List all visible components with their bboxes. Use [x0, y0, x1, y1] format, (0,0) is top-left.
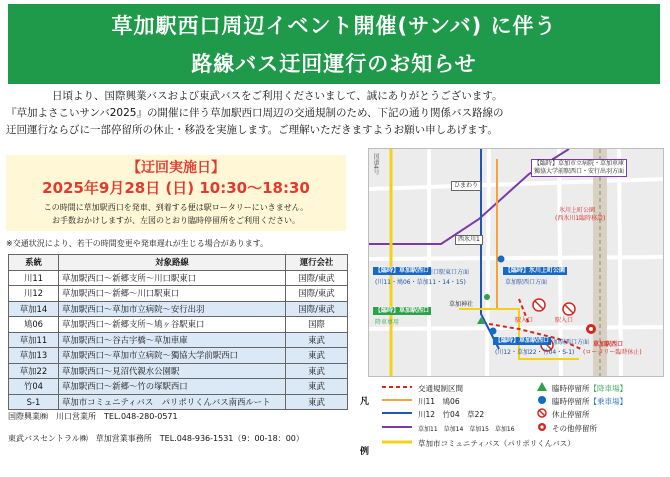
table-row: [9, 286, 348, 302]
route-name: 草加駅西口～新郷～竹の塚駅西口: [59, 379, 286, 395]
schedule-note-1: この時間に草加駅西口を発車、到着する便は駅ロータリーにいきません。: [43, 203, 309, 212]
route-name: 草加駅西口～見沼代親水公園駅: [59, 363, 286, 379]
map-label-kawaguchi-routes: (川11・鳩06・草加11・14・15): [375, 279, 466, 286]
legend-routes-row-3: 草加11 草加14 草加15 草加16: [418, 426, 515, 433]
map-label-nishiguchi-direction: 草加駅西口方面: [547, 339, 590, 346]
legend-temp-alight-prefix: 臨時停留所: [552, 384, 590, 393]
map-label-station-suspended: (ロータリー臨時休止): [583, 349, 642, 356]
map-label-station: 草加駅西口: [593, 341, 624, 348]
route-code: 川12: [9, 286, 59, 302]
route-operator: 東武: [286, 394, 348, 410]
title-line-1: 草加駅西口周辺イベント開催(サンバ) に伴う: [111, 14, 557, 38]
map-label-road: 国道4号: [372, 153, 379, 175]
map-label-hikawa-direction: 草加駅西口方面: [505, 279, 548, 286]
route-name: 草加駅西口～草加市立病院～獨協大学前駅西口: [59, 348, 286, 364]
legend-suspended: 休止停留所: [552, 410, 590, 419]
map-destination-box: [531, 159, 627, 177]
table-row: [9, 301, 348, 317]
schedule-datetime: 2025年9月28日 (日) 10:30～18:30: [42, 179, 310, 197]
map-label-himawari: ひまわり: [451, 181, 481, 191]
header-route-name: 対象路線: [59, 255, 286, 271]
map-label-entrance-a: 駅入口: [515, 317, 534, 324]
legend-temp-alight-suffix: 【降車場】: [589, 384, 627, 393]
detour-map: [368, 148, 664, 377]
route-name: 草加駅西口～新郷支所～鳩ヶ谷駅東口: [59, 317, 286, 333]
table-row: [9, 317, 348, 333]
table-row: [9, 348, 348, 364]
table-header-row: [9, 255, 348, 271]
contact-tobu: 東武バスセントラル㈱ 草加営業事務所 TEL.048-936-1531（9：00-18：00）: [8, 434, 304, 443]
legend-routes-row-2: 川12 竹04 草22: [418, 410, 485, 419]
route-name: 草加駅西口～新郷～川口駅東口: [59, 286, 286, 302]
schedule-note-2: お手数おかけしますが、左図のとおり臨時停留所をご利用ください。: [52, 216, 300, 225]
schedule-box: [6, 155, 346, 231]
map-tag-hikawa-stop: 【臨時】氷川上町公園: [505, 267, 566, 274]
map-tag-kawaguchi-stop: 【臨時】草加駅西口: [375, 267, 430, 274]
map-legend: [356, 380, 664, 472]
route-code: 草加14: [9, 301, 59, 317]
route-code: 竹04: [9, 379, 59, 395]
map-tag-arrival-stop: 【臨時】草加駅西口: [375, 307, 430, 314]
map-label-arrival-only: 降車専用: [375, 319, 400, 326]
legend-traffic-control: 交通規制区間: [418, 384, 463, 393]
intro-line-2: 『草加よさこいサンバ2025』の開催に伴う草加駅西口周辺の交通規制のため、下記の通り関係バス路線の: [6, 107, 504, 119]
legend-temp-board-prefix: 臨時停留所: [552, 397, 590, 406]
legend-temp-board: [552, 396, 627, 407]
route-code: S-1: [9, 394, 59, 410]
route-operator: 東武: [286, 363, 348, 379]
route-name: 草加駅西口～草加市立病院～安行出羽: [59, 301, 286, 317]
route-code: 草加11: [9, 332, 59, 348]
route-operator: 東武: [286, 379, 348, 395]
schedule-heading: 【迂回実施日】: [127, 160, 225, 176]
map-label-soka-routes: (川12・草加22・竹04・S-1): [495, 349, 575, 356]
header-route-code: 系統: [9, 255, 59, 271]
legend-temp-alight: [552, 383, 627, 394]
route-code: 鳩06: [9, 317, 59, 333]
title-line-2: 路線バス迂回運行のお知らせ: [191, 52, 477, 76]
contact-kokusai: 国際興業㈱ 川口営業所 TEL.048-280-0571: [8, 412, 178, 421]
map-destination-line-1: 【臨時】草加市立病院・草加車庫: [534, 160, 625, 167]
map-tag-nishiguchi-stop: 【臨時】草加駅西口: [495, 337, 550, 344]
route-operator: 国際/東武: [286, 301, 348, 317]
table-row: [9, 270, 348, 286]
map-label-nishihikawa: 西氷川1: [455, 235, 483, 245]
map-label-hikawa-park: 氷川上町公園: [559, 207, 596, 214]
route-operator: 国際/東武: [286, 286, 348, 302]
route-code: 草加22: [9, 363, 59, 379]
route-name: 草加駅西口～谷古宇橋～草加車庫: [59, 332, 286, 348]
route-operator: 東武: [286, 332, 348, 348]
route-code: 川11: [9, 270, 59, 286]
intro-line-1: 日頃より、国際興業バスおよび東武バスをご利用くださいまして、誠にありがとうございます。: [52, 90, 503, 102]
route-operator: 東武: [286, 348, 348, 364]
legend-temp-board-suffix: 【乗車場】: [589, 397, 627, 406]
map-destination-line-2: 獨協大学前駅西口・安行出羽方面: [534, 168, 625, 175]
map-label-kawaguchi-direction: 川口駅東口方面: [427, 269, 470, 276]
route-code: 草加13: [9, 348, 59, 364]
route-name: 草加市コミュニティバス パリポリくんバス南西ルート: [59, 394, 286, 410]
contacts: [8, 406, 304, 450]
title-banner: [8, 4, 660, 84]
table-row: [9, 332, 348, 348]
map-label-soka-shrine: 草加神社: [449, 301, 474, 308]
route-operator: 国際/東武: [286, 270, 348, 286]
route-operator: 国際: [286, 317, 348, 333]
legend-char-fan: 凡: [360, 397, 370, 407]
map-label-entrance-b: 駅入口: [555, 317, 574, 324]
route-name: 草加駅西口～新郷支所～川口駅東口: [59, 270, 286, 286]
map-label-hikawa-stop: (西氷川1臨時移設): [555, 215, 606, 222]
legend-routes-row-1: 川11 鳩06: [418, 397, 460, 406]
traffic-notice: ※交通状況により、若干の時間変更や発車遅れが生じる場合があります。: [6, 239, 269, 248]
header-operator: 運行会社: [286, 255, 348, 271]
intro-line-3: 迂回運行ならびに一部停留所の休止・移設を実施します。ご理解いただきますようお願い申しあげます。: [6, 124, 498, 136]
table-row: [9, 379, 348, 395]
table-row: [9, 363, 348, 379]
intro-paragraph: [6, 88, 666, 139]
routes-table: [8, 254, 348, 410]
legend-other: その他停留所: [552, 424, 597, 433]
legend-community-bus: 草加市コミュニティバス（パリポリくんバス）: [418, 439, 575, 448]
legend-char-rei: 例: [360, 447, 370, 457]
